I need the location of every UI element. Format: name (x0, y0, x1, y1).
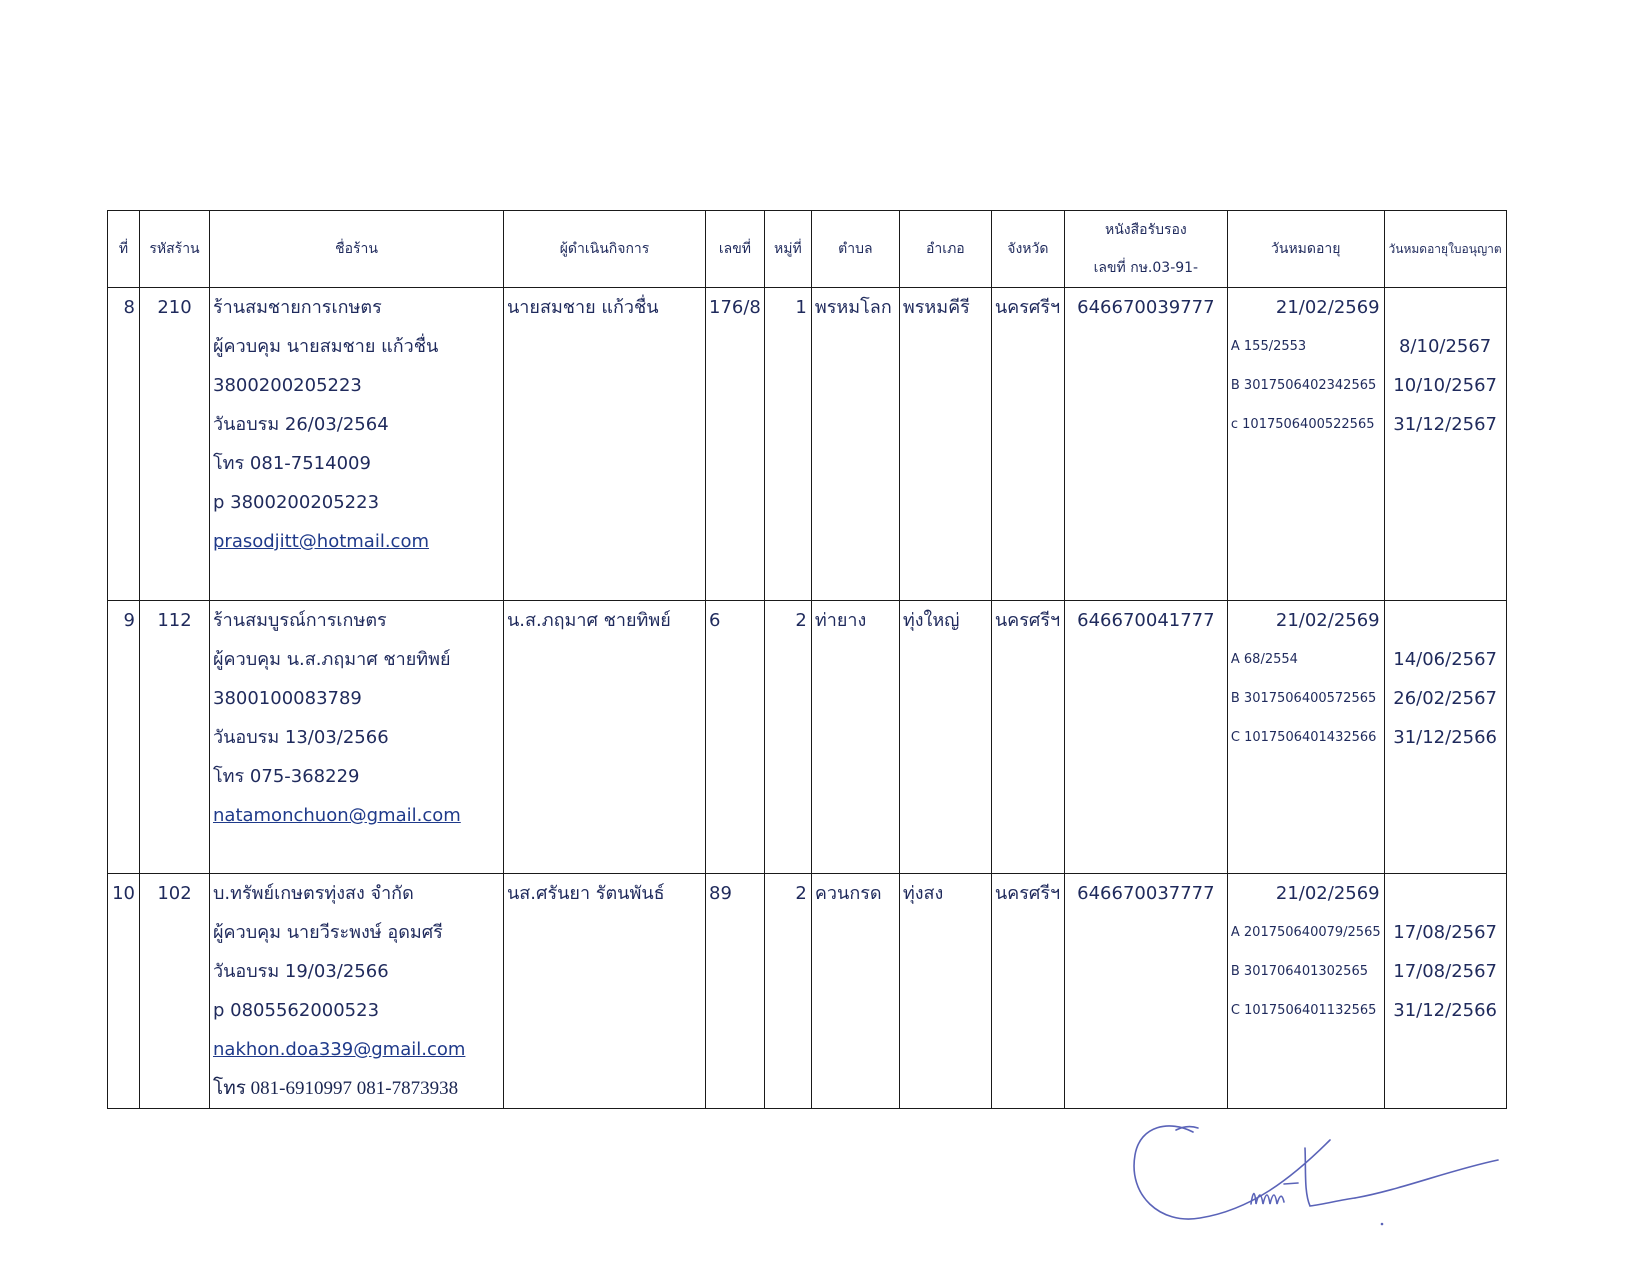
cell-no: 8 (108, 288, 140, 601)
cell-province: นครศรีฯ (991, 601, 1064, 874)
cell-house-no: 176/8 (706, 288, 765, 601)
cell-operator: นายสมชาย แก้วชื่น (504, 288, 706, 601)
cell-no: 10 (108, 874, 140, 1109)
cell-certificate: 646670041777 (1064, 601, 1227, 874)
controller-name: ผู้ควบคุม นายวีระพงษ์ อุดมศรี (213, 922, 443, 943)
phone: โทร 075-368229 (213, 766, 360, 787)
cell-expiry (1227, 874, 1384, 1109)
cell-shop-name (210, 874, 504, 1109)
license-c-date: 31/12/2566 (1393, 1000, 1497, 1021)
cell-district: พรหมคีรี (899, 288, 991, 601)
license-a-date: 17/08/2567 (1393, 922, 1497, 943)
header-certificate-line1: หนังสือรับรอง (1104, 222, 1187, 238)
cell-shop-code: 112 (140, 601, 210, 874)
cell-expiry (1227, 288, 1384, 601)
header-shop-name: ชื่อร้าน (210, 211, 504, 288)
p-number: p 3800200205223 (213, 492, 380, 513)
cell-village-no: 1 (764, 288, 811, 601)
id-number: 3800200205223 (213, 375, 362, 396)
license-a: A 155/2553 (1230, 339, 1307, 354)
cell-shop-code: 102 (140, 874, 210, 1109)
cell-village-no: 2 (764, 874, 811, 1109)
table-row (108, 874, 1507, 1109)
id-number: 3800100083789 (213, 688, 362, 709)
cell-license-expiry (1384, 874, 1506, 1109)
table-row (108, 288, 1507, 601)
signature-dot (1381, 1223, 1384, 1226)
shop-name: ร้านสมบูรณ์การเกษตร (213, 610, 387, 631)
controller-name: ผู้ควบคุม นายสมชาย แก้วชื่น (213, 336, 439, 357)
controller-name: ผู้ควบคุม น.ส.ภฤมาศ ชายทิพย์ (213, 649, 451, 670)
header-operator: ผู้ดำเนินกิจการ (504, 211, 706, 288)
cell-shop-name (210, 601, 504, 874)
license-a-date: 14/06/2567 (1393, 649, 1497, 670)
license-b-date: 17/08/2567 (1393, 961, 1497, 982)
training-date: วันอบรม 26/03/2564 (213, 414, 389, 435)
cell-house-no: 6 (706, 601, 765, 874)
cell-subdistrict: ท่ายาง (811, 601, 899, 874)
cell-license-expiry (1384, 288, 1506, 601)
expiry-date: 21/02/2569 (1275, 297, 1380, 318)
header-subdistrict: ตำบล (811, 211, 899, 288)
shop-license-table (107, 210, 1507, 1109)
cell-expiry (1227, 601, 1384, 874)
cell-province: นครศรีฯ (991, 874, 1064, 1109)
cell-district: ทุ่งใหญ่ (899, 601, 991, 874)
email-link[interactable]: nakhon.doa339@gmail.com (213, 1039, 466, 1060)
license-a-date: 8/10/2567 (1398, 336, 1492, 357)
cell-subdistrict: ควนกรด (811, 874, 899, 1109)
license-c: C 1017506401432566 (1230, 730, 1377, 745)
cell-village-no: 2 (764, 601, 811, 874)
cell-operator: นส.ศรันยา รัตนพันธ์ (504, 874, 706, 1109)
expiry-date: 21/02/2569 (1275, 610, 1380, 631)
header-no: ที่ (108, 211, 140, 288)
license-c: c 1017506400522565 (1230, 417, 1375, 432)
phone: โทร 081-7514009 (213, 453, 371, 474)
license-b-date: 26/02/2567 (1393, 688, 1497, 709)
header-expiry: วันหมดอายุ (1227, 211, 1384, 288)
cell-house-no: 89 (706, 874, 765, 1109)
cell-shop-name (210, 288, 504, 601)
header-shop-code: รหัสร้าน (140, 211, 210, 288)
license-b-date: 10/10/2567 (1393, 375, 1497, 396)
phone-extra: โทร 081-6910997 081-7873938 (213, 1078, 459, 1099)
header-house-no: เลขที่ (706, 211, 765, 288)
expiry-date: 21/02/2569 (1275, 883, 1380, 904)
table-row (108, 601, 1507, 874)
p-number: p 0805562000523 (213, 1000, 380, 1021)
cell-license-expiry (1384, 601, 1506, 874)
cell-certificate: 646670037777 (1064, 874, 1227, 1109)
training-date: วันอบรม 19/03/2566 (213, 961, 389, 982)
cell-district: ทุ่งสง (899, 874, 991, 1109)
license-a: A 68/2554 (1230, 652, 1298, 667)
license-b: B 301706401302565 (1230, 964, 1368, 979)
header-province: จังหวัด (991, 211, 1064, 288)
license-a: A 201750640079/2565 (1230, 925, 1381, 940)
header-license-expiry: วันหมดอายุใบอนุญาต (1384, 211, 1506, 288)
header-certificate (1064, 211, 1227, 288)
cell-province: นครศรีฯ (991, 288, 1064, 601)
cell-no: 9 (108, 601, 140, 874)
header-certificate-line2: เลขที่ กษ.03-91- (1093, 260, 1199, 276)
cell-subdistrict: พรหมโลก (811, 288, 899, 601)
header-district: อำเภอ (899, 211, 991, 288)
license-b: B 3017506402342565 (1230, 378, 1377, 393)
training-date: วันอบรม 13/03/2566 (213, 727, 389, 748)
header-village-no: หมู่ที่ (764, 211, 811, 288)
email-link[interactable]: natamonchuon@gmail.com (213, 805, 461, 826)
header-row (108, 211, 1507, 288)
email-link[interactable]: prasodjitt@hotmail.com (213, 531, 429, 552)
signature (1120, 1100, 1500, 1240)
cell-operator: น.ส.ภฤมาศ ชายทิพย์ (504, 601, 706, 874)
license-b: B 3017506400572565 (1230, 691, 1377, 706)
shop-name: บ.ทรัพย์เกษตรทุ่งสง จำกัด (213, 883, 414, 904)
license-c: C 1017506401132565 (1230, 1003, 1377, 1018)
license-c-date: 31/12/2567 (1393, 414, 1497, 435)
cell-certificate: 646670039777 (1064, 288, 1227, 601)
cell-shop-code: 210 (140, 288, 210, 601)
license-c-date: 31/12/2566 (1393, 727, 1497, 748)
shop-name: ร้านสมชายการเกษตร (213, 297, 382, 318)
